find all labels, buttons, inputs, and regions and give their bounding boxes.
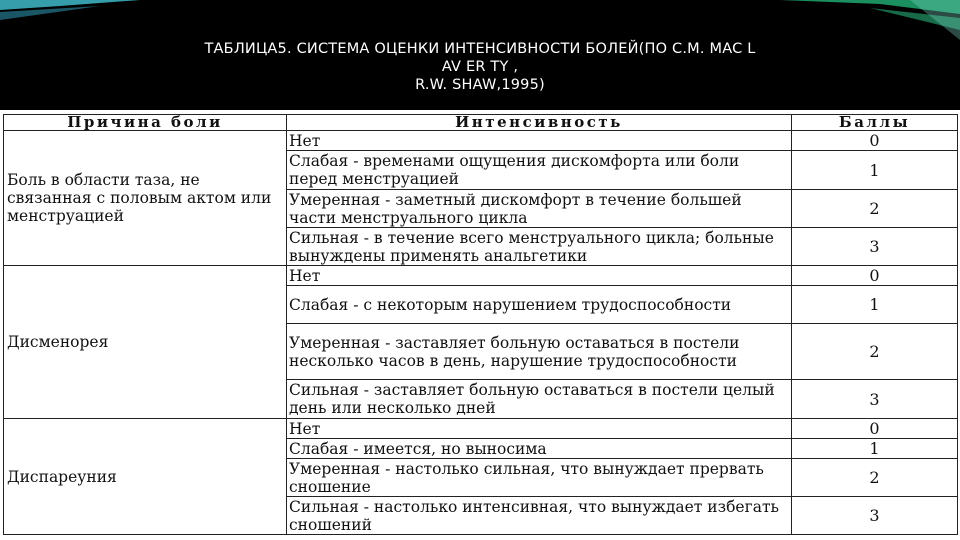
title-line-2: AV ER TY , [441, 59, 519, 75]
intensity-cell: Сильная - заставляет больную оставаться в постели целый день или несколько дней [287, 380, 792, 419]
pain-scoring-table [3, 114, 958, 535]
intensity-cell: Умеренная - заметный дискомфорт в течение большей части менструального цикла [287, 190, 792, 228]
intensity-cell: Умеренная - заставляет больную оставаться в постели несколько часов в день, нарушение трудоспособности [287, 324, 792, 380]
intensity-cell: Слабая - временами ощущения дискомфорта или боли перед менструацией [287, 151, 792, 190]
slide-title [130, 40, 830, 94]
score-cell: 3 [792, 228, 958, 266]
intensity-cell: Сильная - в течение всего менструального цикла; больные вынуждены применять анальгетики [287, 228, 792, 266]
intensity-cell: Слабая - с некоторым нарушением трудоспособности [287, 286, 792, 324]
intensity-cell: Нет [287, 131, 792, 151]
table-row [4, 266, 958, 286]
score-cell: 3 [792, 497, 958, 535]
title-line-1: ТАБЛИЦА5. СИСТЕМА ОЦЕНКИ ИНТЕНСИВНОСТИ БОЛЕЙ(ПО C.M. MAC L [204, 41, 756, 57]
column-header-intensity: Интенсивность [287, 115, 792, 131]
score-cell: 0 [792, 419, 958, 439]
score-cell: 2 [792, 459, 958, 497]
table-area [0, 110, 960, 540]
score-cell: 1 [792, 439, 958, 459]
intensity-cell: Слабая - имеется, но выносима [287, 439, 792, 459]
slide-header [0, 0, 960, 110]
score-cell: 2 [792, 324, 958, 380]
intensity-cell: Умеренная - настолько сильная, что вынуждает прервать сношение [287, 459, 792, 497]
score-cell: 2 [792, 190, 958, 228]
table-row [4, 131, 958, 151]
cause-cell: Диспареуния [4, 419, 287, 535]
intensity-cell: Сильная - настолько интенсивная, что вынуждает избегать сношений [287, 497, 792, 535]
table-row [4, 419, 958, 439]
score-cell: 0 [792, 266, 958, 286]
intensity-cell: Нет [287, 266, 792, 286]
title-line-3: R.W. SHAW,1995) [415, 77, 545, 93]
score-cell: 3 [792, 380, 958, 419]
cause-cell: Дисменорея [4, 266, 287, 419]
cause-cell: Боль в области таза, не связанная с половым актом или менструацией [4, 131, 287, 266]
column-header-cause: Причина боли [4, 115, 287, 131]
score-cell: 1 [792, 151, 958, 190]
column-header-score: Баллы [792, 115, 958, 131]
score-cell: 0 [792, 131, 958, 151]
intensity-cell: Нет [287, 419, 792, 439]
score-cell: 1 [792, 286, 958, 324]
